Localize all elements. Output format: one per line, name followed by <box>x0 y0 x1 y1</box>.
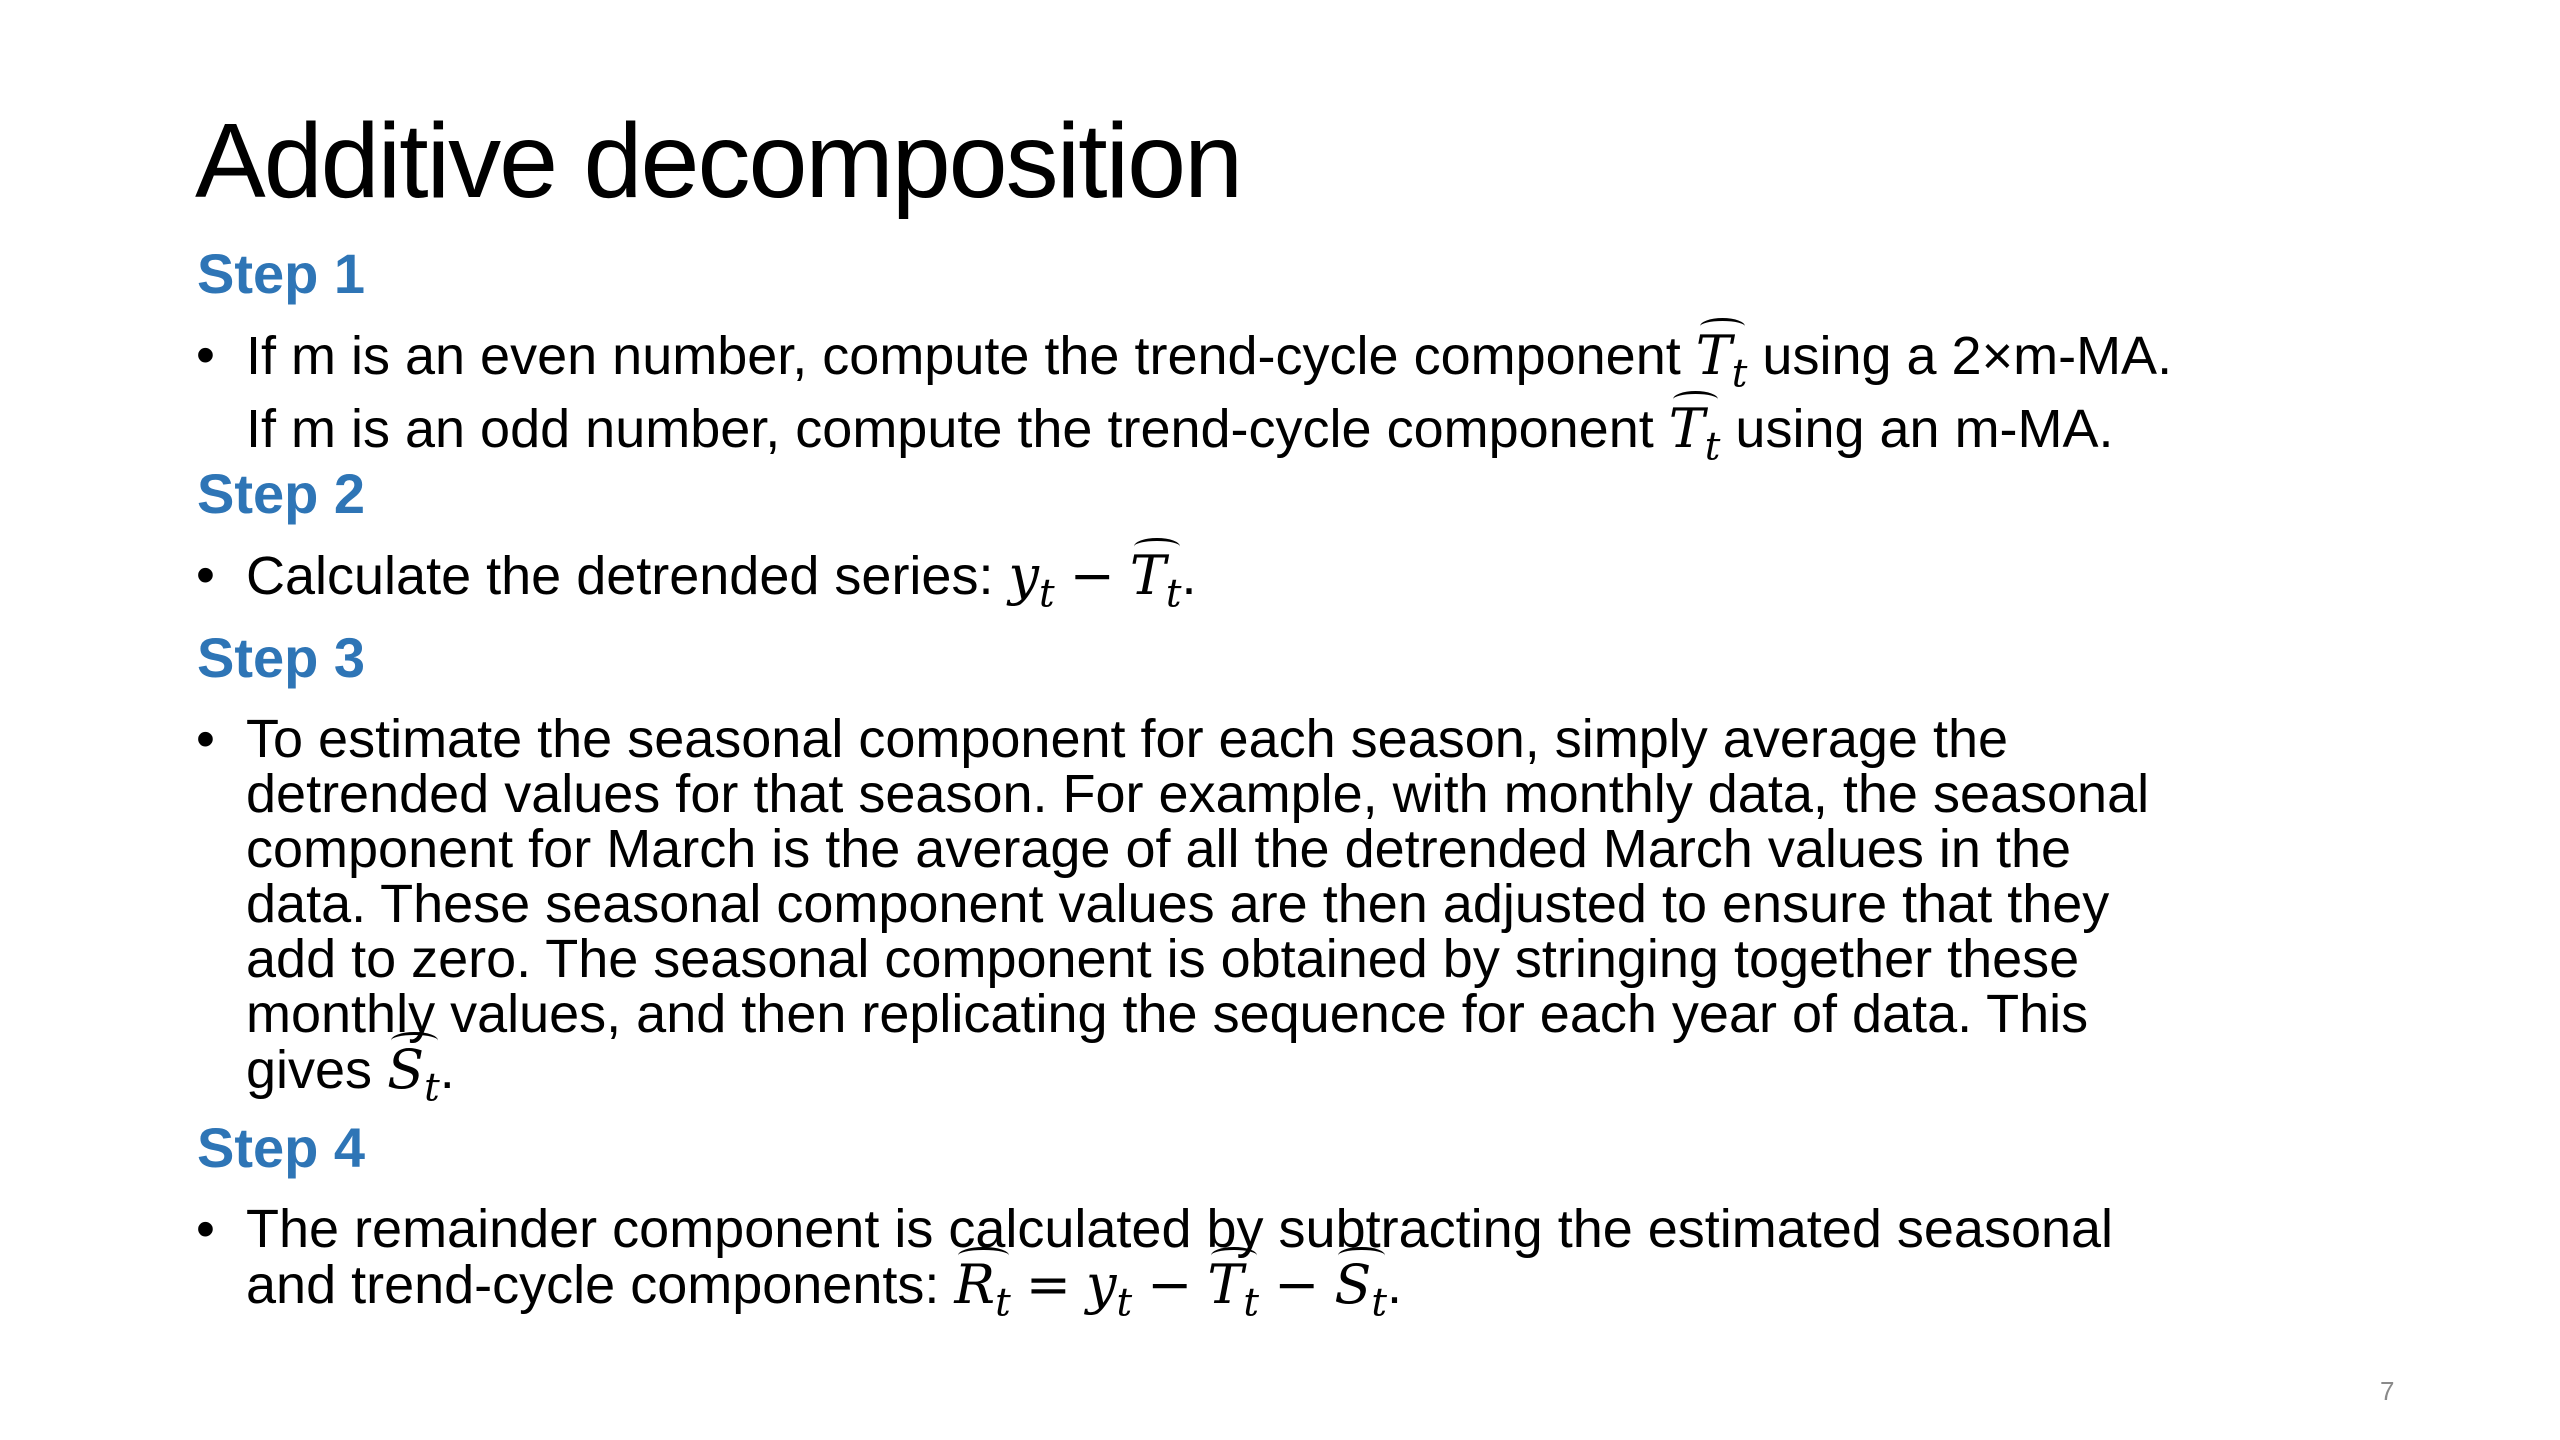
bullet-2: • <box>196 545 215 605</box>
step-1-text <box>246 324 2173 475</box>
step-4-line-1: The remainder component is calculated by subtracting the estimated seasonal <box>246 1199 2114 1259</box>
step-3-line-3: component for March is the average of all the detrended March values in the <box>246 819 2072 879</box>
trend-hat-symbol: $T_t$ <box>1669 401 1721 474</box>
step-1-text-b: using a 2×m-MA. <box>1747 326 2173 386</box>
step-3-heading: Step 3 <box>197 626 366 689</box>
seasonal-hat-symbol: $S_t$ <box>387 1042 440 1115</box>
remainder-hat-symbol: $R_t$ <box>954 1257 1010 1330</box>
step-1-heading: Step 1 <box>197 242 366 305</box>
step-3-line-6: monthly values, and then replicating the sequence for each year of data. This <box>246 984 2089 1044</box>
minus-symbol: − <box>1069 544 1115 607</box>
step-1-text-a: If m is an even number, compute the trend-cycle component <box>246 326 1696 386</box>
step-1-line-2 <box>246 397 2172 474</box>
step-2-heading: Step 2 <box>197 462 366 525</box>
step-4-line-2: and trend-cycle components: $R_t = y_t - T_t - S_t$. <box>246 1257 2113 1330</box>
step-3-line-2: detrended values for that season. For example, with monthly data, the seasonal <box>246 764 2150 824</box>
trend-hat-symbol: $T_t$ <box>1130 548 1182 621</box>
step-1-text-d: using an m-MA. <box>1720 399 2114 460</box>
step-4-text <box>246 1199 2114 1330</box>
step-3-line-5: add to zero. The seasonal component is obtained by stringing together these <box>246 929 2080 989</box>
slide-title: Additive decomposition <box>195 102 1242 220</box>
trend-hat-symbol: $T_t$ <box>1696 328 1748 401</box>
bullet-3: • <box>196 709 215 769</box>
step-1-text-c: If m is an odd number, compute the trend-cycle component <box>246 399 1669 460</box>
step-2-line-1: Calculate the detrended series: $y_t - T_t$. <box>246 548 1197 621</box>
step-3-line-7: gives $S_t$. <box>246 1042 2149 1115</box>
step-2-text <box>246 544 1197 621</box>
step-1-line-1 <box>246 324 2173 401</box>
bullet-1: • <box>196 325 215 385</box>
bullet-4: • <box>196 1199 215 1259</box>
step-3-line-1: To estimate the seasonal component for each season, simply average the <box>246 709 2009 769</box>
page-number: 7 <box>2380 1376 2395 1406</box>
step-2-text-a: Calculate the detrended series: <box>246 546 1009 606</box>
step-3-line-4: data. These seasonal component values are then adjusted to ensure that they <box>246 874 2110 934</box>
step-4-heading: Step 4 <box>197 1116 366 1179</box>
y-symbol: $y_t$ <box>1008 544 1055 617</box>
step-3-text <box>246 709 2150 1115</box>
